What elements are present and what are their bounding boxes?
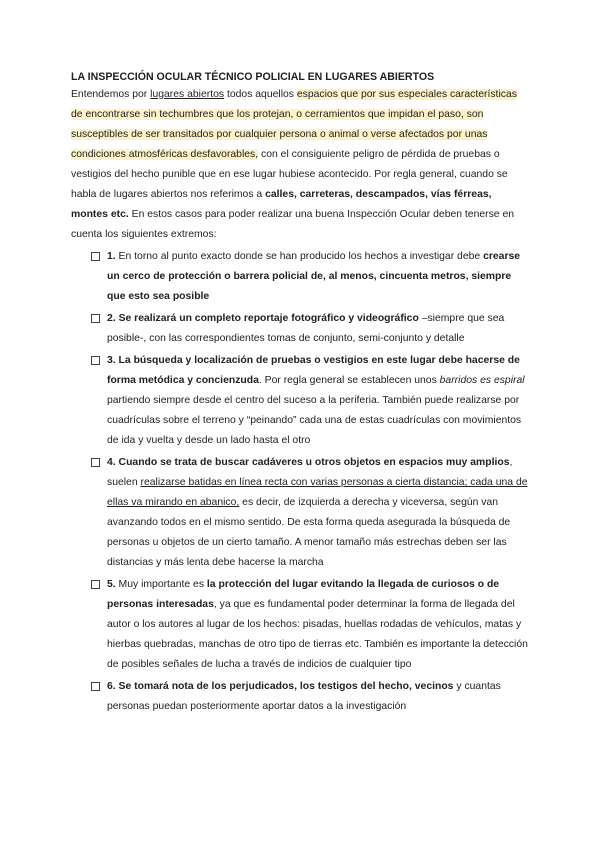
list-item xyxy=(71,351,531,451)
checklist xyxy=(71,247,531,717)
intro-text: En estos casos para poder realizar una buena Inspección Ocular deben tenerse en cuenta los siguientes extremos: xyxy=(71,209,515,240)
item-text: En torno al punto exacto donde se han producido los hechos a investigar debe xyxy=(115,251,484,262)
intro-highlight: espacios que por sus especiales características de encontrarse sin techumbres que los protejan, o cerramientos que impidan el paso, son susceptibles de ser transitados por cualquier persona o animal o verse afectados por unas condiciones atmosféricas desfavorables, xyxy=(71,89,517,160)
item-text: , suelen xyxy=(107,457,513,488)
checkbox-icon[interactable] xyxy=(91,580,100,589)
item-text: , ya que es fundamental poder determinar la forma de llegada del autor o los autores al lugar de los hechos: pisadas, huellas rodadas de vehículos, matas y hierbas quebradas, manchas de otro tipo de tierras etc. También es importante la detección de posibles señales de lucha a través de indicios de cualquier tipo xyxy=(107,599,528,670)
intro-text: con el consiguiente peligro de pérdida de pruebas o vestigios del hecho punible que en ese lugar hubiese acontecido. Por regla general, cuando se habla de lugares abiertos nos referimos a xyxy=(71,149,508,200)
document-page xyxy=(71,69,531,719)
item-text: . Por regla general se establecen unos xyxy=(258,375,440,386)
checkbox-icon[interactable] xyxy=(91,682,100,691)
item-number: 1. xyxy=(107,251,116,262)
item-bold-text: Se tomará nota de los perjudicados, los testigos del hecho, vecinos xyxy=(115,681,454,692)
item-bold-text: Se realizará un completo reportaje fotográfico y videográfico xyxy=(118,313,419,324)
checkbox-icon[interactable] xyxy=(91,252,100,261)
intro-underlined-term: lugares abiertos xyxy=(150,89,225,100)
item-bold-text: Cuando se trata de buscar cadáveres u otros objetos en espacios muy amplios xyxy=(115,457,510,468)
item-number: 3. xyxy=(107,355,116,366)
item-text: es decir, de izquierda a derecha y viceversa, según van avanzando todos en el mismo sentido. De esta forma queda asegurada la búsqueda de personas u objetos de un cierto tamaño. A menor tamaño más estrechas deben ser las distancias y más lenta debe hacerse la marcha xyxy=(107,497,511,568)
list-item xyxy=(71,453,531,573)
document-title: LA INSPECCIÓN OCULAR TÉCNICO POLICIAL EN LUGARES ABIERTOS xyxy=(71,71,435,83)
item-underlined-text: realizarse batidas en línea recta con varias personas a cierta distancia; cada una de ellas va mirando en abanico, xyxy=(107,477,528,508)
intro-bold-examples: calles, carreteras, descampados, vías férreas, montes etc. xyxy=(71,189,492,220)
item-bold-text: crearse un cerco de protección o barrera policial de, al menos, cincuenta metros, siempre que esto sea posible xyxy=(107,251,521,302)
list-item xyxy=(71,247,531,307)
item-text: partiendo siempre desde el centro del suceso a la periferia. También puede realizarse por cuadrículas sobre el terreno y “peinando” cada una de estas cuadrículas con movimientos de ida y vuelta y desde un lado hasta el otro xyxy=(107,395,522,446)
intro-text: todos aquellos xyxy=(224,89,297,100)
item-text: y cuantas personas puedan posteriormente aportar datos a la investigación xyxy=(107,681,501,712)
checkbox-icon[interactable] xyxy=(91,314,100,323)
item-number: 5. xyxy=(107,579,116,590)
list-item xyxy=(71,575,531,675)
item-text: –siempre que sea posible-, con las correspondientes tomas de conjunto, semi-conjunto y detalle xyxy=(107,313,505,344)
item-number: 2. xyxy=(107,313,116,324)
item-italic-text: barridos es espiral xyxy=(439,375,525,386)
item-bold-text: la protección del lugar evitando la llegada de curiosos o de personas interesadas xyxy=(107,579,500,610)
item-number: 6. xyxy=(107,681,116,692)
checkbox-icon[interactable] xyxy=(91,458,100,467)
list-item xyxy=(71,309,531,349)
item-text: Muy importante es xyxy=(115,579,207,590)
checkbox-icon[interactable] xyxy=(91,356,100,365)
intro-paragraph xyxy=(71,85,531,245)
item-bold-text: La búsqueda y localización de pruebas o vestigios en este lugar debe hacerse de forma metódica y concienzuda xyxy=(107,355,520,386)
item-number: 4. xyxy=(107,457,116,468)
intro-text: Entendemos por xyxy=(71,89,151,100)
list-item xyxy=(71,677,531,717)
